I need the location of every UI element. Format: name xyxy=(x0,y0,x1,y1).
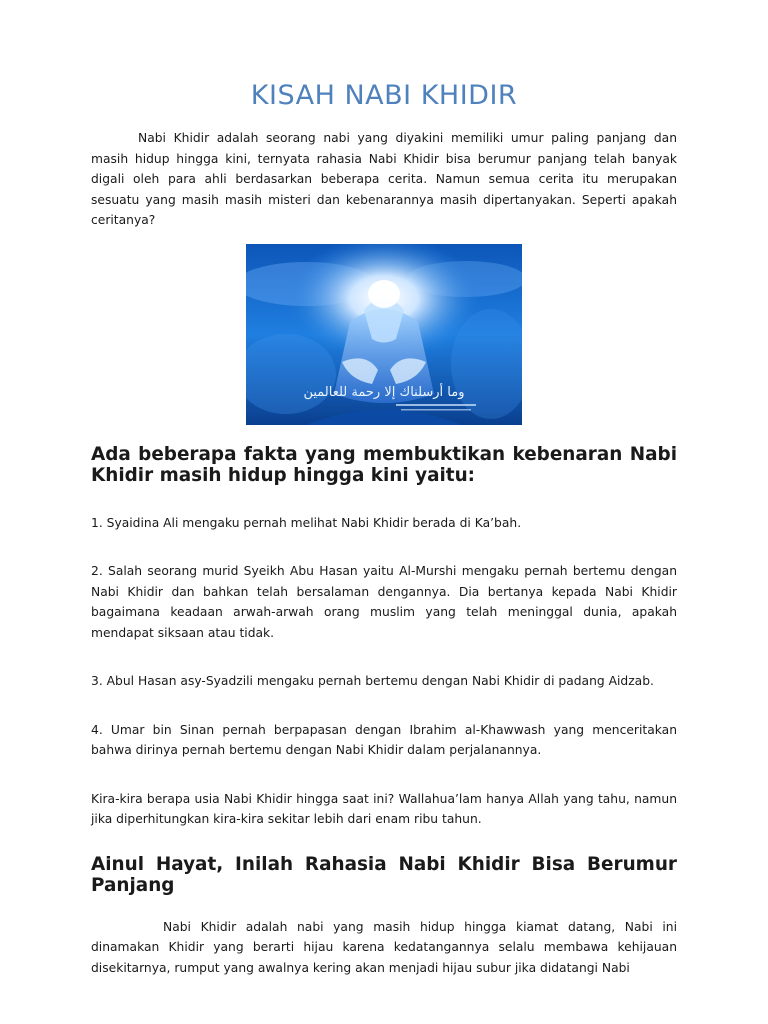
arabic-calligraphy: وما أرسلناك إلا رحمة للعالمين xyxy=(303,384,465,400)
facts-heading: Ada beberapa fakta yang membuktikan kebenaran Nabi Khidir masih hidup hingga kini yaitu: xyxy=(91,443,677,486)
document-page xyxy=(91,0,677,978)
document-title: KISAH NABI KHIDIR xyxy=(250,80,518,111)
ainul-hayat-heading: Ainul Hayat, Inilah Rahasia Nabi Khidir Bisa Berumur Panjang xyxy=(91,853,677,896)
fact-item-2: 2. Salah seorang murid Syeikh Abu Hasan yaitu Al-Murshi mengaku pernah bertemu dengan Nabi Khidir dan bahkan telah bersalaman dengannya. Dia bertanya kepada Nabi Khidir bagaimana keadaan arwah-arwah orang muslim yang telah meninggal dunia, apakah mendapat siksaan atau tidak. xyxy=(91,564,677,640)
fact-item-1: 1. Syaidina Ali mengaku pernah melihat Nabi Khidir berada di Ka’bah. xyxy=(91,515,522,530)
ainul-hayat-paragraph: Nabi Khidir adalah nabi yang masih hidup hingga kiamat datang, Nabi ini dinamakan Khidir yang berarti hijau karena kedatangannya selalu membawa kehijauan disekitarnya, rumput yang awalnya kering akan menjadi hijau subur jika didatangi Nabi xyxy=(91,919,677,975)
age-paragraph: Kira-kira berapa usia Nabi Khidir hingga saat ini? Wallahua’lam hanya Allah yang tahu, namun jika diperhitungkan kira-kira sekitar lebih dari enam ribu tahun. xyxy=(91,791,677,826)
khidir-illustration xyxy=(246,244,522,425)
intro-paragraph: Nabi Khidir adalah seorang nabi yang diyakini memiliki umur paling panjang dan masih hidup hingga kini, ternyata rahasia Nabi Khidir bisa berumur panjang telah banyak digali oleh para ahli berdasarkan beberapa cerita. Namun semua cerita itu merupakan sesuatu yang masih masih misteri dan kebenarannya masih dipertanyakan. Seperti apakah ceritanya? xyxy=(91,131,677,227)
fact-item-3: 3. Abul Hasan asy-Syadzili mengaku pernah bertemu dengan Nabi Khidir di padang Aidzab. xyxy=(91,674,654,688)
fact-item-4: 4. Umar bin Sinan pernah berpapasan dengan Ibrahim al-Khawwash yang menceritakan bahwa dirinya pernah bertemu dengan Nabi Khidir dalam perjalanannya. xyxy=(91,722,677,757)
